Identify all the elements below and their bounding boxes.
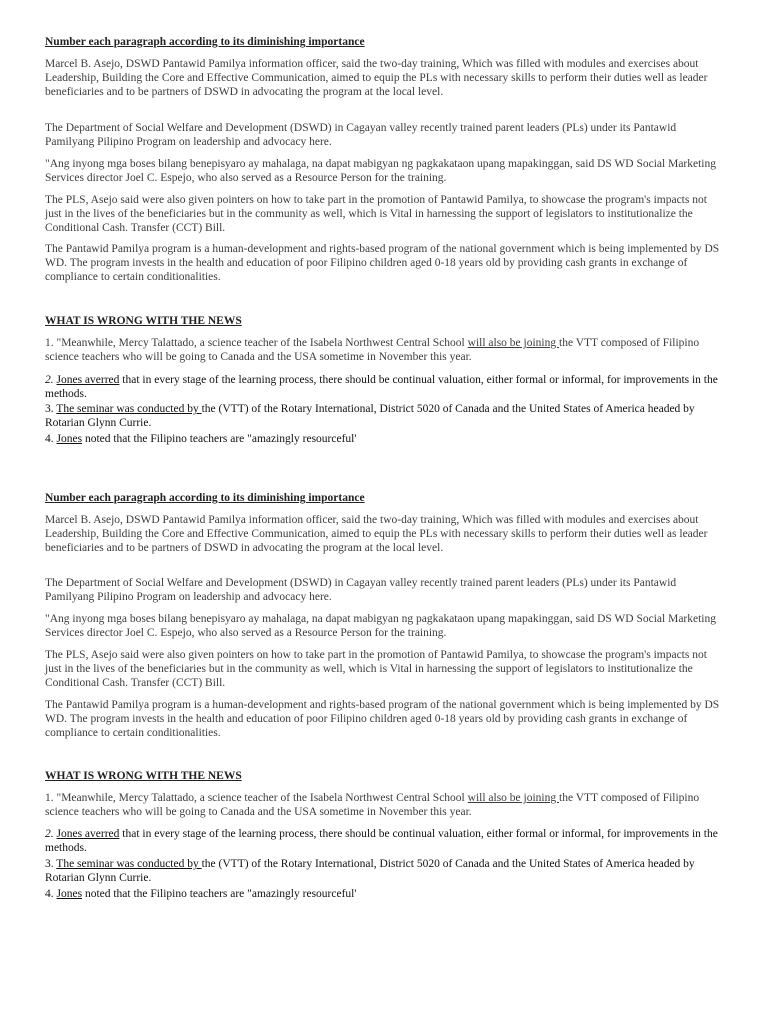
item-text: noted that the Filipino teachers are "amazingly resourceful' <box>82 433 357 445</box>
paragraph <box>45 648 725 690</box>
section-whats-wrong-1 <box>45 314 725 328</box>
item-text: the (VTT) of the Rotary International, District 5020 of Canada and the United States of America headed by Rotarian Glynn Currie. <box>45 858 695 884</box>
paragraph <box>45 121 725 149</box>
item-text: that in every stage of the learning process, there should be continual valuation, either formal or informal, for improvements in the methods. <box>45 828 718 854</box>
item-text: the (VTT) of the Rotary International, District 5020 of Canada and the United States of America headed by Rotarian Glynn Currie. <box>45 403 695 429</box>
paragraph <box>45 513 725 555</box>
section-heading: Number each paragraph according to its diminishing importance <box>45 36 365 48</box>
paragraph <box>45 612 725 640</box>
paragraph-text: The PLS, Asejo said were also given pointers on how to take part in the promotion of Pantawid Pamilya, to showcase the program's impacts not just in the lives of the beneficiaries but in the community as well, which is Vital in harnessing the support of legislators to institutionalize the Conditional Cash. Transfer (CCT) Bill. <box>45 649 707 689</box>
list-item <box>45 336 725 364</box>
paragraph-text: The PLS, Asejo said were also given pointers on how to take part in the promotion of Pantawid Pamilya, to showcase the program's impacts not just in the lives of the beneficiaries but in the community as well, which is Vital in harnessing the support of legislators to institutionalize the Conditional Cash. Transfer (CCT) Bill. <box>45 194 707 234</box>
list-item <box>45 857 725 885</box>
section-heading: Number each paragraph according to its diminishing importance <box>45 492 365 504</box>
item-text: 3. <box>45 403 57 415</box>
paragraph <box>45 698 725 740</box>
item-number: 2. <box>45 828 54 840</box>
item-text: 4. <box>45 888 57 900</box>
section-heading: WHAT IS WRONG WITH THE NEWS <box>45 770 242 782</box>
paragraph-text: The Pantawid Pamilya program is a human-development and rights-based program of the national government which is being implemented by DS WD. The program invests in the health and education of poor Filipino children aged 0-18 years old by providing cash grants in exchange of compliance to certain conditionalities. <box>45 243 720 283</box>
item-number: 2. <box>45 374 54 386</box>
section-heading: WHAT IS WRONG WITH THE NEWS <box>45 315 242 327</box>
section-paragraph-ranking-1 <box>45 35 725 49</box>
item-text: 1. "Meanwhile, Mercy Talattado, a science teacher of the Isabela Northwest Central School <box>45 792 468 804</box>
paragraph <box>45 57 725 99</box>
item-text: noted that the Filipino teachers are "amazingly resourceful' <box>82 888 357 900</box>
paragraph-text: "Ang inyong mga boses bilang benepisyaro ay mahalaga, na dapat mabigyan ng pagkakataon upang mapakinggan, said DS WD Social Marketing Services director Joel C. Espejo, who also served as a Resource Person for the training. <box>45 613 716 639</box>
item-text: 1. "Meanwhile, Mercy Talattado, a science teacher of the Isabela Northwest Central School <box>45 337 468 349</box>
item-text: the VTT composed of Filipino science teachers who will be going to Canada and the USA sometime in November this year. <box>45 792 700 818</box>
list-item <box>45 791 725 819</box>
paragraph-text: The Department of Social Welfare and Development (DSWD) in Cagayan valley recently trained parent leaders (PLs) under its Pantawid Pamilyang Pilipino Program on leadership and advocacy here. <box>45 577 677 603</box>
underlined-phrase: Jones <box>56 888 83 900</box>
underlined-phrase: will also be joining <box>467 792 559 804</box>
paragraph-text: The Pantawid Pamilya program is a human-development and rights-based program of the national government which is being implemented by DS WD. The program invests in the health and education of poor Filipino children aged 0-18 years old by providing cash grants in exchange of compliance to certain conditionalities. <box>45 699 720 739</box>
item-text: that in every stage of the learning process, there should be continual valuation, either formal or informal, for improvements in the methods. <box>45 374 718 400</box>
underlined-phrase: Jones averred <box>56 828 120 840</box>
underlined-phrase: Jones <box>56 433 83 445</box>
section-whats-wrong-2 <box>45 769 725 783</box>
paragraph <box>45 242 725 284</box>
paragraph-text: The Department of Social Welfare and Development (DSWD) in Cagayan valley recently trained parent leaders (PLs) under its Pantawid Pamilyang Pilipino Program on leadership and advocacy here. <box>45 122 677 148</box>
paragraph-text: Marcel B. Asejo, DSWD Pantawid Pamilya information officer, said the two-day training, Which was filled with modules and exercises about Leadership, Building the Core and Effective Communication, aimed to equip the PLs with necessary skills to perform their duties well as leader beneficiaries and to be partners of DSWD in advocating the program at the local level. <box>45 58 708 98</box>
underlined-phrase: The seminar was conducted by <box>56 403 202 415</box>
paragraph <box>45 576 725 604</box>
underlined-phrase: The seminar was conducted by <box>56 858 202 870</box>
paragraph-text: Marcel B. Asejo, DSWD Pantawid Pamilya information officer, said the two-day training, Which was filled with modules and exercises about Leadership, Building the Core and Effective Communication, aimed to equip the PLs with necessary skills to perform their duties well as leader beneficiaries and to be partners of DSWD in advocating the program at the local level. <box>45 514 708 554</box>
item-text: 3. <box>45 858 57 870</box>
section-paragraph-ranking-2 <box>45 491 725 505</box>
item-text: 4. <box>45 433 57 445</box>
list-item <box>45 887 725 901</box>
list-item <box>45 373 725 401</box>
list-item <box>45 432 725 446</box>
paragraph <box>45 193 725 235</box>
paragraph-text: "Ang inyong mga boses bilang benepisyaro ay mahalaga, na dapat mabigyan ng pagkakataon upang mapakinggan, said DS WD Social Marketing Services director Joel C. Espejo, who also served as a Resource Person for the training. <box>45 158 716 184</box>
list-item <box>45 827 725 855</box>
underlined-phrase: will also be joining <box>467 337 559 349</box>
underlined-phrase: Jones averred <box>56 374 120 386</box>
item-text: the VTT composed of Filipino science teachers who will be going to Canada and the USA sometime in November this year. <box>45 337 700 363</box>
paragraph <box>45 157 725 185</box>
list-item <box>45 402 725 430</box>
